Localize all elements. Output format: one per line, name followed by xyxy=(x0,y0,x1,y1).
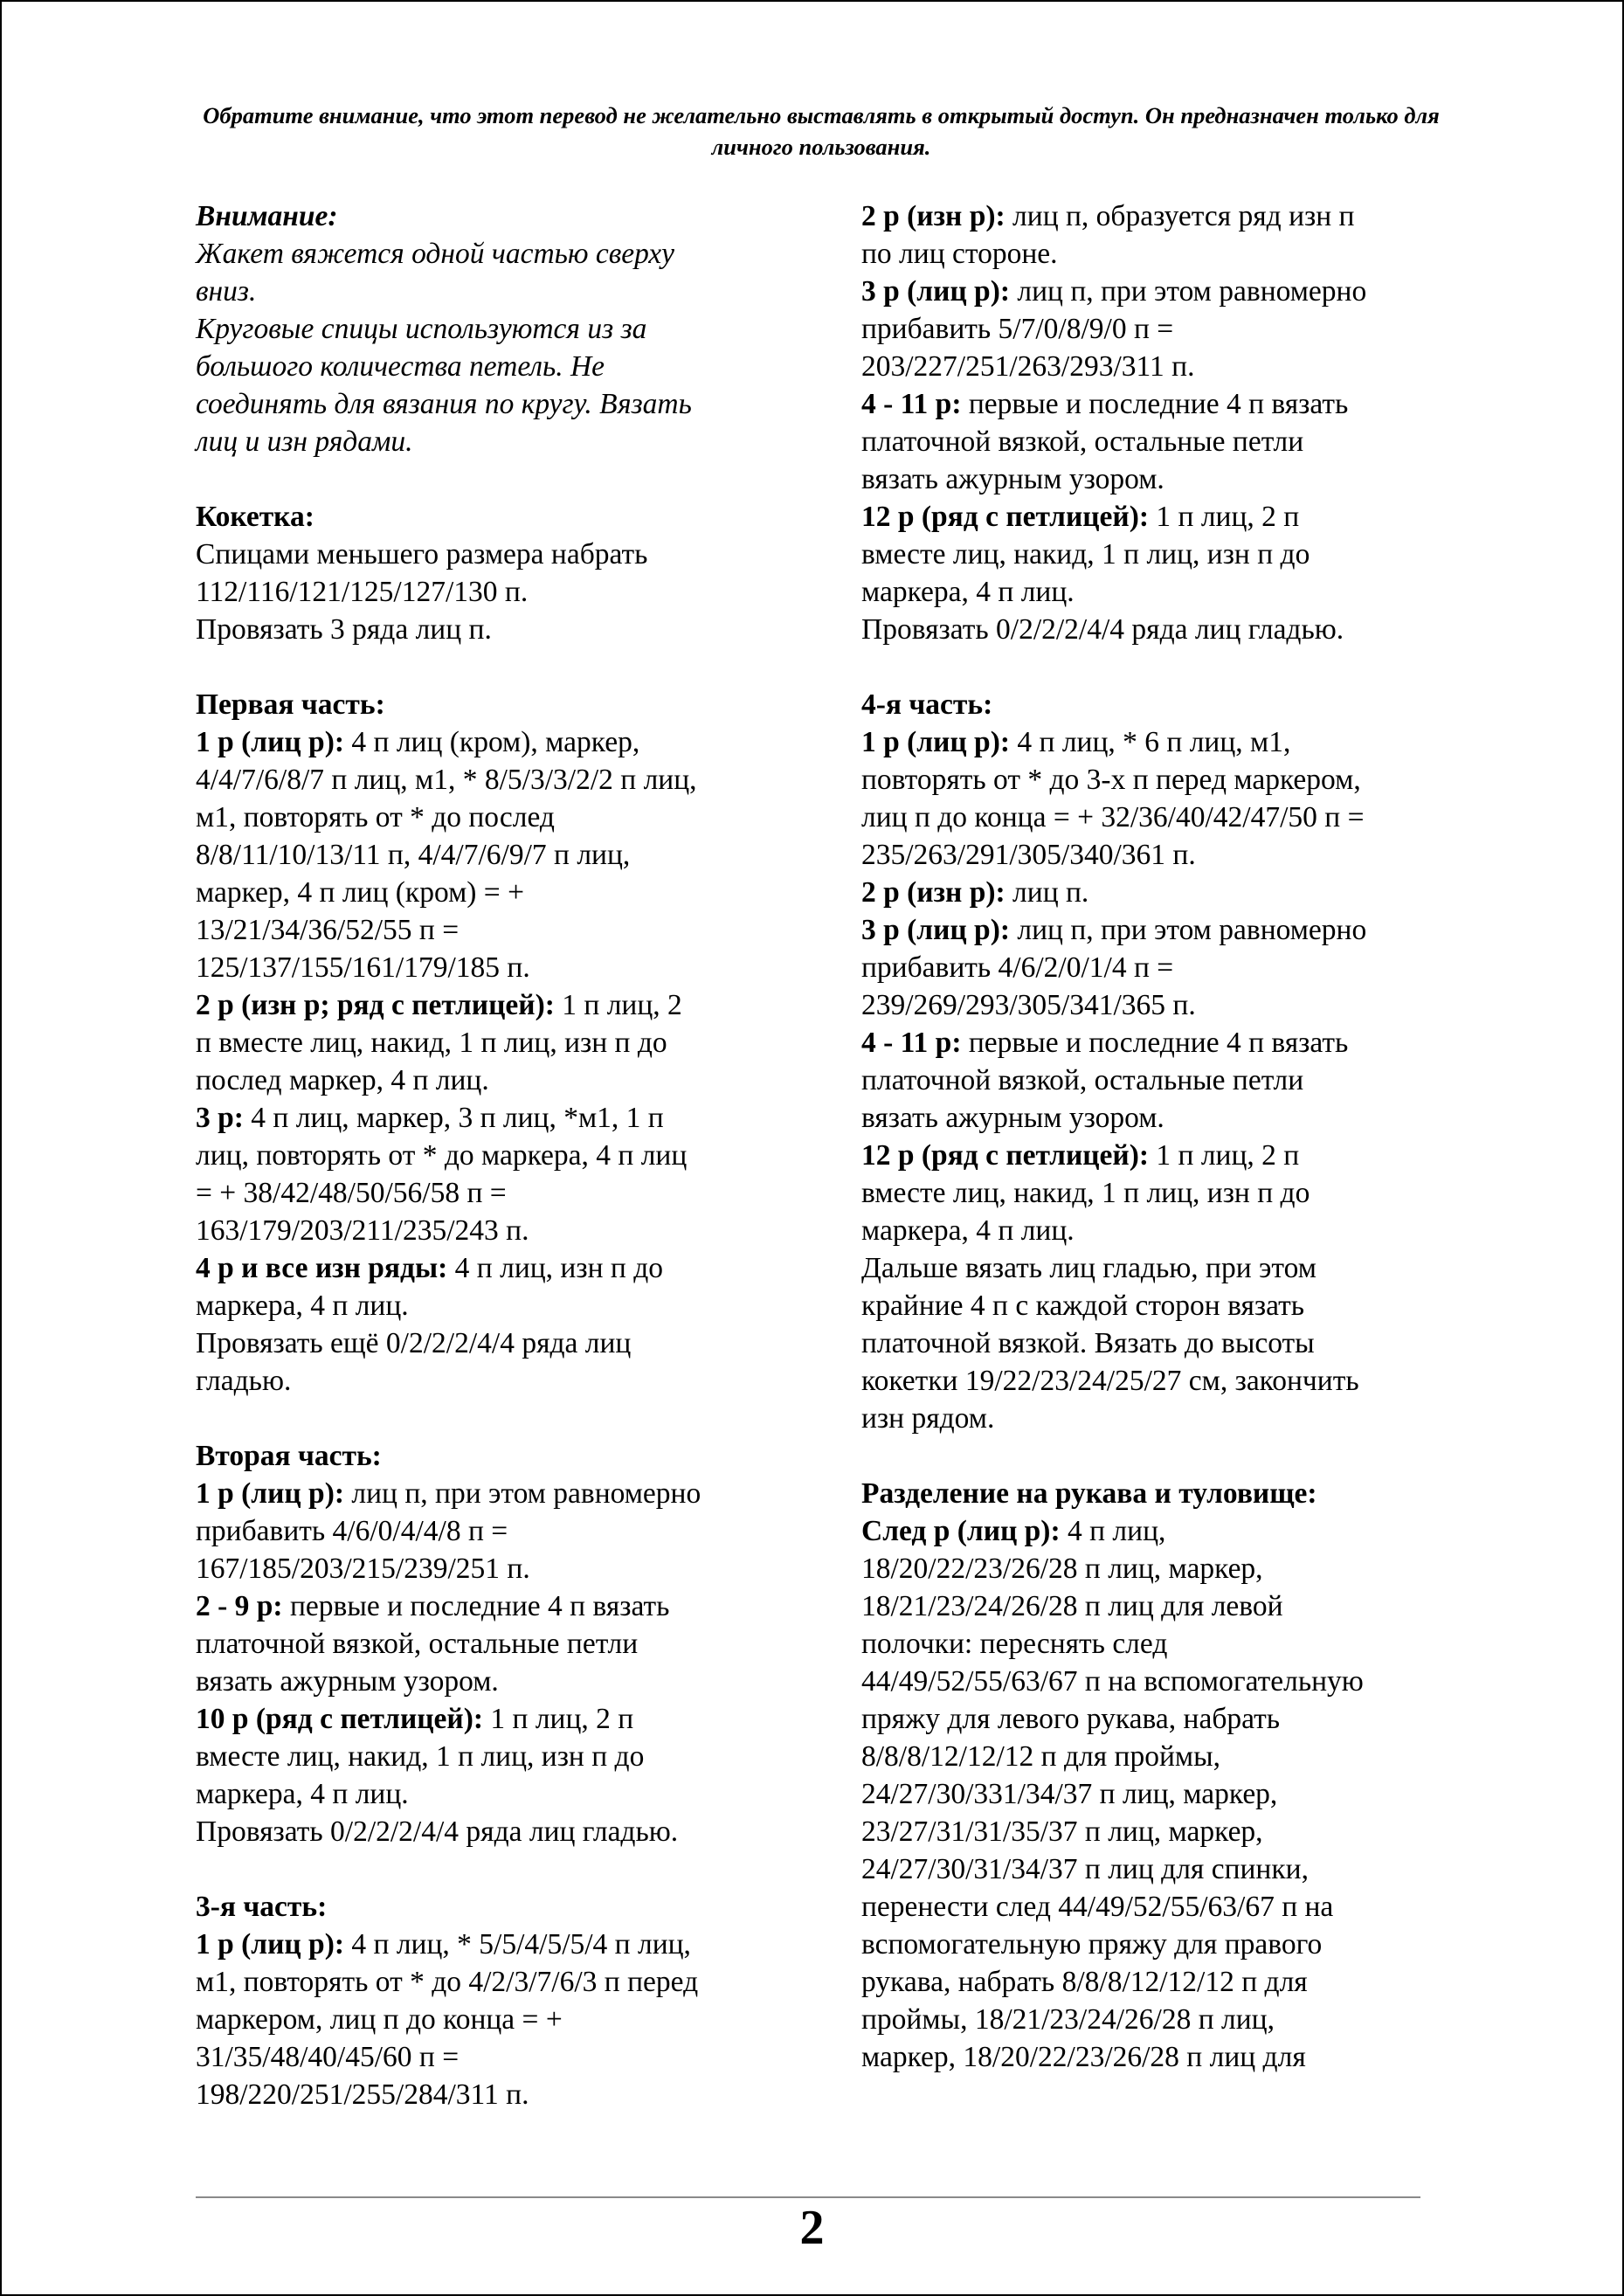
row-text: лиц п, при этом равномерно xyxy=(1010,914,1367,946)
text-line: проймы, 18/21/23/24/26/28 п лиц, xyxy=(861,2003,1275,2036)
text-line: платочной вязкой, остальные петли xyxy=(861,1064,1304,1096)
row-label: 2 р (изн р): xyxy=(861,876,1005,909)
row-text: первые и последние 4 п вязать xyxy=(961,388,1349,420)
text-line: Дальше вязать лиц гладью, при этом xyxy=(861,1252,1316,1284)
text-line: 198/220/251/255/284/311 п. xyxy=(196,2078,529,2111)
text-line: рукава, набрать 8/8/8/12/12/12 п для xyxy=(861,1966,1308,1998)
row-instruction xyxy=(196,986,798,1024)
row-text: лиц п. xyxy=(1005,876,1089,909)
text-line: 31/35/48/40/45/60 п = xyxy=(196,2041,460,2073)
text-line: платочной вязкой. Вязать до высоты xyxy=(861,1327,1315,1359)
text-line: Провязать ещё 0/2/2/2/4/4 ряда лиц xyxy=(196,1327,632,1359)
text-line: вместе лиц, накид, 1 п лиц, изн п до xyxy=(861,538,1310,571)
row-label: 2 р (изн р; ряд с петлицей): xyxy=(196,989,555,1021)
text-line: лиц, повторять от * до маркера, 4 п лиц xyxy=(196,1139,688,1172)
row-text: 4 п лиц, * 6 п лиц, м1, xyxy=(1010,726,1291,758)
text-line: 18/21/23/24/26/28 п лиц для левой xyxy=(861,1590,1283,1622)
row-text: лиц п, при этом равномерно xyxy=(1010,275,1367,308)
text-line: платочной вязкой, остальные петли xyxy=(861,425,1304,458)
text-line: м1, повторять от * до 4/2/3/7/6/3 п перед xyxy=(196,1966,699,1998)
row-text: 1 п лиц, 2 xyxy=(554,989,682,1021)
row-instruction xyxy=(196,1587,798,1625)
text-line: маркер, 18/20/22/23/26/28 п лиц для xyxy=(861,2041,1306,2073)
row-text: 4 п лиц, xyxy=(1060,1515,1166,1547)
text-line: 24/27/30/31/34/37 п лиц для спинки, xyxy=(861,1853,1309,1885)
row-label: 3 р: xyxy=(196,1102,244,1134)
attention-heading: Внимание: xyxy=(196,200,338,232)
row-label: 12 р (ряд с петлицей): xyxy=(861,1139,1150,1172)
row-instruction xyxy=(861,874,1438,911)
section-heading-part2: Вторая часть: xyxy=(196,1440,382,1472)
row-instruction xyxy=(196,1475,798,1512)
text-line: 167/185/203/215/239/251 п. xyxy=(196,1553,530,1585)
text-line: прибавить 4/6/0/4/4/8 п = xyxy=(196,1515,508,1547)
text-line: 18/20/22/23/26/28 п лиц, маркер, xyxy=(861,1553,1263,1585)
row-text: 4 п лиц, * 5/5/4/5/5/4 п лиц, xyxy=(344,1928,691,1961)
row-label: 1 р (лиц р): xyxy=(196,1477,345,1510)
row-instruction xyxy=(861,723,1438,761)
section-heading-part3: 3-я часть: xyxy=(196,1891,328,1923)
text-line: большого количества петель. Не xyxy=(196,350,605,383)
text-line: послед маркер, 4 п лиц. xyxy=(196,1064,489,1096)
section-heading-division: Разделение на рукава и туловище: xyxy=(861,1477,1317,1510)
text-line: маркера, 4 п лиц. xyxy=(196,1778,409,1810)
row-label: 2 - 9 р: xyxy=(196,1590,283,1622)
text-line: по лиц стороне. xyxy=(861,238,1058,270)
text-line: гладью. xyxy=(196,1365,292,1397)
row-text: первые и последние 4 п вязать xyxy=(282,1590,670,1622)
text-line: прибавить 4/6/2/0/1/4 п = xyxy=(861,951,1174,984)
text-line: маркера, 4 п лиц. xyxy=(861,1214,1075,1247)
section-heading-part1: Первая часть: xyxy=(196,688,385,721)
row-instruction xyxy=(861,197,1438,235)
row-text: 4 п лиц, маркер, 3 п лиц, *м1, 1 п xyxy=(243,1102,664,1134)
row-label: 4 - 11 р: xyxy=(861,388,962,420)
row-text: 1 п лиц, 2 п xyxy=(1149,1139,1300,1172)
row-instruction xyxy=(196,1926,798,1963)
row-text: лиц п, при этом равномерно xyxy=(344,1477,701,1510)
text-line: вспомогательную пряжу для правого xyxy=(861,1928,1323,1961)
text-line: = + 38/42/48/50/56/58 п = xyxy=(196,1177,507,1209)
text-line: 23/27/31/31/35/37 п лиц, маркер, xyxy=(861,1815,1263,1848)
section-heading-part4: 4-я часть: xyxy=(861,688,993,721)
row-label: След р (лиц р): xyxy=(861,1515,1061,1547)
text-line: крайние 4 п с каждой сторон вязать xyxy=(861,1290,1305,1322)
row-instruction xyxy=(196,1099,798,1137)
row-label: 3 р (лиц р): xyxy=(861,914,1011,946)
row-label: 4 р и все изн ряды: xyxy=(196,1252,448,1284)
text-line: платочной вязкой, остальные петли xyxy=(196,1628,639,1660)
text-line: вниз. xyxy=(196,275,257,308)
text-line: 4/4/7/6/8/7 п лиц, м1, * 8/5/3/3/2/2 п лиц, xyxy=(196,764,697,796)
text-line: Жакет вяжется одной частью сверху xyxy=(196,238,674,270)
row-text: 4 п лиц, изн п до xyxy=(447,1252,663,1284)
row-label: 10 р (ряд с петлицей): xyxy=(196,1703,484,1735)
text-line: 8/8/11/10/13/11 п, 4/4/7/6/9/7 п лиц, xyxy=(196,839,631,871)
row-instruction xyxy=(861,498,1438,536)
text-line: Спицами меньшего размера набрать xyxy=(196,538,648,571)
section-heading-yoke: Кокетка: xyxy=(196,501,314,533)
row-text: первые и последние 4 п вязать xyxy=(961,1027,1349,1059)
text-line: Провязать 0/2/2/2/4/4 ряда лиц гладью. xyxy=(861,613,1344,646)
text-line: 239/269/293/305/341/365 п. xyxy=(861,989,1196,1021)
row-label: 12 р (ряд с петлицей): xyxy=(861,501,1150,533)
row-instruction xyxy=(196,723,798,761)
text-line: соединять для вязания по кругу. Вязать xyxy=(196,388,692,420)
row-label: 1 р (лиц р): xyxy=(196,726,345,758)
text-line: повторять от * до 3-х п перед маркером, xyxy=(861,764,1361,796)
text-line: 13/21/34/36/52/55 п = xyxy=(196,914,460,946)
notice-text: Обратите внимание, что этот перевод не желательно выставлять в открытый доступ. Он предназначен только для личного пользования. xyxy=(203,102,1440,160)
text-line: пряжу для левого рукава, набрать xyxy=(861,1703,1281,1735)
row-instruction xyxy=(196,1700,798,1738)
row-label: 1 р (лиц р): xyxy=(196,1928,345,1961)
row-text: 1 п лиц, 2 п xyxy=(483,1703,634,1735)
text-line: п вместе лиц, накид, 1 п лиц, изн п до xyxy=(196,1027,667,1059)
text-line: 8/8/8/12/12/12 п для проймы, xyxy=(861,1740,1220,1773)
text-line: 112/116/121/125/127/130 п. xyxy=(196,576,529,608)
text-line: вязать ажурным узором. xyxy=(196,1665,499,1698)
text-line: 163/179/203/211/235/243 п. xyxy=(196,1214,529,1247)
left-column xyxy=(196,197,798,2113)
text-line: 203/227/251/263/293/311 п. xyxy=(861,350,1195,383)
text-line: вместе лиц, накид, 1 п лиц, изн п до xyxy=(196,1740,645,1773)
row-text: 4 п лиц (кром), маркер, xyxy=(344,726,640,758)
row-label: 4 - 11 р: xyxy=(861,1027,962,1059)
row-instruction xyxy=(861,273,1438,310)
text-line: маркера, 4 п лиц. xyxy=(196,1290,409,1322)
footer-divider xyxy=(196,2196,1420,2198)
text-line: прибавить 5/7/0/8/9/0 п = xyxy=(861,313,1174,345)
text-line: м1, повторять от * до послед xyxy=(196,801,555,833)
row-text: 1 п лиц, 2 п xyxy=(1149,501,1300,533)
row-label: 2 р (изн р): xyxy=(861,200,1005,232)
text-line: кокетки 19/22/23/24/25/27 см, закончить xyxy=(861,1365,1359,1397)
text-line: полочки: переснять след xyxy=(861,1628,1168,1660)
text-line: перенести след 44/49/52/55/63/67 п на xyxy=(861,1891,1334,1923)
text-line: лиц п до конца = + 32/36/40/42/47/50 п = xyxy=(861,801,1365,833)
text-line: лиц и изн рядами. xyxy=(196,425,413,458)
page-number: 2 xyxy=(799,2201,825,2255)
right-column xyxy=(861,197,1438,2076)
row-label: 3 р (лиц р): xyxy=(861,275,1011,308)
text-line: 24/27/30/331/34/37 п лиц, маркер, xyxy=(861,1778,1278,1810)
row-instruction xyxy=(861,385,1438,423)
row-text: лиц п, образуется ряд изн п xyxy=(1005,200,1355,232)
row-label: 1 р (лиц р): xyxy=(861,726,1011,758)
row-instruction xyxy=(861,1024,1438,1062)
text-line: изн рядом. xyxy=(861,1402,995,1435)
row-instruction xyxy=(196,1249,798,1287)
text-line: вместе лиц, накид, 1 п лиц, изн п до xyxy=(861,1177,1310,1209)
text-line: 125/137/155/161/179/185 п. xyxy=(196,951,530,984)
text-line: маркер, 4 п лиц (кром) = + xyxy=(196,876,524,909)
text-line: маркера, 4 п лиц. xyxy=(861,576,1075,608)
text-line: Круговые спицы используются из за xyxy=(196,313,647,345)
text-line: Провязать 0/2/2/2/4/4 ряда лиц гладью. xyxy=(196,1815,679,1848)
row-instruction xyxy=(861,1137,1438,1174)
text-line: вязать ажурным узором. xyxy=(861,463,1164,495)
text-line: 235/263/291/305/340/361 п. xyxy=(861,839,1196,871)
text-line: маркером, лиц п до конца = + xyxy=(196,2003,563,2036)
row-instruction xyxy=(861,911,1438,949)
text-line: вязать ажурным узором. xyxy=(861,1102,1164,1134)
text-line: Провязать 3 ряда лиц п. xyxy=(196,613,492,646)
text-line: 44/49/52/55/63/67 п на вспомогательную xyxy=(861,1665,1364,1698)
row-instruction xyxy=(861,1512,1438,1550)
